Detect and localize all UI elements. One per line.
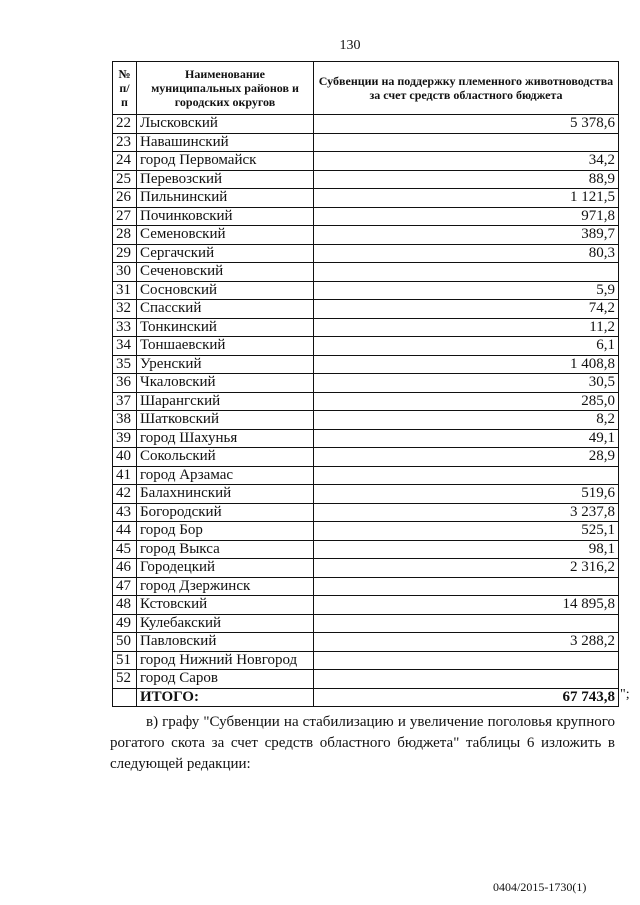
table-row bbox=[113, 670, 619, 689]
table-row bbox=[113, 614, 619, 633]
row-name: Тоншаевский bbox=[137, 337, 314, 356]
row-value: 1 408,8 bbox=[314, 355, 619, 374]
row-value: 5 378,6 bbox=[314, 115, 619, 134]
row-name: Кстовский bbox=[137, 596, 314, 615]
row-number: 33 bbox=[113, 318, 137, 337]
row-value bbox=[314, 651, 619, 670]
row-value: 6,1 bbox=[314, 337, 619, 356]
row-name: город Выкса bbox=[137, 540, 314, 559]
row-value: 11,2 bbox=[314, 318, 619, 337]
row-number: 50 bbox=[113, 633, 137, 652]
row-name: Сокольский bbox=[137, 448, 314, 467]
table-row bbox=[113, 300, 619, 319]
row-number: 45 bbox=[113, 540, 137, 559]
row-name: Сергачский bbox=[137, 244, 314, 263]
table-row bbox=[113, 337, 619, 356]
row-number: 35 bbox=[113, 355, 137, 374]
row-name: Сосновский bbox=[137, 281, 314, 300]
row-number: 42 bbox=[113, 485, 137, 504]
table-row bbox=[113, 226, 619, 245]
row-number: 46 bbox=[113, 559, 137, 578]
row-number: 43 bbox=[113, 503, 137, 522]
row-value: 5,9 bbox=[314, 281, 619, 300]
table-row bbox=[113, 133, 619, 152]
row-number: 24 bbox=[113, 152, 137, 171]
row-name: город Бор bbox=[137, 522, 314, 541]
total-row bbox=[113, 688, 619, 707]
row-number: 25 bbox=[113, 170, 137, 189]
table-row bbox=[113, 596, 619, 615]
row-number: 37 bbox=[113, 392, 137, 411]
row-value bbox=[314, 670, 619, 689]
closing-mark: "; bbox=[620, 687, 630, 702]
row-value bbox=[314, 133, 619, 152]
row-name: Балахнинский bbox=[137, 485, 314, 504]
subsidy-table bbox=[112, 61, 619, 707]
row-name: город Первомайск bbox=[137, 152, 314, 171]
row-value: 34,2 bbox=[314, 152, 619, 171]
paragraph-text: в) графу "Субвенции на стабилизацию и увеличение поголовья крупного рогатого скота за счет средств областного бюджета" таблицы 6 изложить в следующей редакции: bbox=[110, 714, 615, 772]
header-name: Наименование муниципальных районов и городских округов bbox=[137, 62, 314, 115]
row-value: 49,1 bbox=[314, 429, 619, 448]
document-code: 0404/2015-1730(1) bbox=[493, 880, 587, 894]
row-value: 28,9 bbox=[314, 448, 619, 467]
table-row bbox=[113, 485, 619, 504]
table-row bbox=[113, 189, 619, 208]
row-number: 31 bbox=[113, 281, 137, 300]
row-name: город Арзамас bbox=[137, 466, 314, 485]
row-value: 8,2 bbox=[314, 411, 619, 430]
row-value: 2 316,2 bbox=[314, 559, 619, 578]
row-number: 48 bbox=[113, 596, 137, 615]
row-name: ИТОГО: bbox=[137, 688, 314, 707]
row-name: Лысковский bbox=[137, 115, 314, 134]
table-row bbox=[113, 318, 619, 337]
table-row bbox=[113, 411, 619, 430]
row-name: Перевозский bbox=[137, 170, 314, 189]
row-name: Пильнинский bbox=[137, 189, 314, 208]
row-number: 52 bbox=[113, 670, 137, 689]
row-number: 23 bbox=[113, 133, 137, 152]
row-value bbox=[314, 263, 619, 282]
table-row bbox=[113, 115, 619, 134]
row-number: 38 bbox=[113, 411, 137, 430]
row-value: 88,9 bbox=[314, 170, 619, 189]
row-number: 30 bbox=[113, 263, 137, 282]
row-number: 39 bbox=[113, 429, 137, 448]
table-row bbox=[113, 263, 619, 282]
table-row bbox=[113, 281, 619, 300]
row-number: 22 bbox=[113, 115, 137, 134]
row-number: 44 bbox=[113, 522, 137, 541]
row-value: 74,2 bbox=[314, 300, 619, 319]
row-name: Шатковский bbox=[137, 411, 314, 430]
header-num: № п/п bbox=[113, 62, 137, 115]
row-value bbox=[314, 466, 619, 485]
row-number bbox=[113, 688, 137, 707]
row-number: 41 bbox=[113, 466, 137, 485]
row-value: 3 288,2 bbox=[314, 633, 619, 652]
row-name: Богородский bbox=[137, 503, 314, 522]
row-name: Семеновский bbox=[137, 226, 314, 245]
table-row bbox=[113, 392, 619, 411]
table-row bbox=[113, 651, 619, 670]
amendment-paragraph bbox=[110, 712, 615, 775]
row-number: 32 bbox=[113, 300, 137, 319]
row-name: Сеченовский bbox=[137, 263, 314, 282]
table-row bbox=[113, 374, 619, 393]
row-value: 3 237,8 bbox=[314, 503, 619, 522]
row-name: город Дзержинск bbox=[137, 577, 314, 596]
row-number: 27 bbox=[113, 207, 137, 226]
row-name: город Шахунья bbox=[137, 429, 314, 448]
table-row bbox=[113, 448, 619, 467]
row-number: 34 bbox=[113, 337, 137, 356]
row-value: 285,0 bbox=[314, 392, 619, 411]
table-row bbox=[113, 503, 619, 522]
row-value: 67 743,8 bbox=[314, 688, 619, 707]
row-value: 971,8 bbox=[314, 207, 619, 226]
row-number: 49 bbox=[113, 614, 137, 633]
row-number: 40 bbox=[113, 448, 137, 467]
page-number: 130 bbox=[339, 38, 361, 53]
table-row bbox=[113, 207, 619, 226]
row-value: 14 895,8 bbox=[314, 596, 619, 615]
table-row bbox=[113, 466, 619, 485]
row-number: 36 bbox=[113, 374, 137, 393]
header-value: Субвенции на поддержку племенного животноводства за счет средств областного бюджета bbox=[314, 62, 619, 115]
table-row bbox=[113, 559, 619, 578]
row-name: Чкаловский bbox=[137, 374, 314, 393]
row-name: Шарангский bbox=[137, 392, 314, 411]
table-row bbox=[113, 522, 619, 541]
table-body bbox=[113, 115, 619, 707]
row-number: 51 bbox=[113, 651, 137, 670]
table-row bbox=[113, 355, 619, 374]
row-value: 80,3 bbox=[314, 244, 619, 263]
row-name: город Саров bbox=[137, 670, 314, 689]
row-value bbox=[314, 577, 619, 596]
row-value: 30,5 bbox=[314, 374, 619, 393]
row-value: 98,1 bbox=[314, 540, 619, 559]
table-row bbox=[113, 540, 619, 559]
row-value: 519,6 bbox=[314, 485, 619, 504]
row-value: 1 121,5 bbox=[314, 189, 619, 208]
row-name: Кулебакский bbox=[137, 614, 314, 633]
row-name: Уренский bbox=[137, 355, 314, 374]
row-name: Тонкинский bbox=[137, 318, 314, 337]
table-row bbox=[113, 633, 619, 652]
row-name: Спасский bbox=[137, 300, 314, 319]
row-name: Городецкий bbox=[137, 559, 314, 578]
table-header-row bbox=[113, 62, 619, 115]
table-row bbox=[113, 577, 619, 596]
row-name: Павловский bbox=[137, 633, 314, 652]
row-number: 28 bbox=[113, 226, 137, 245]
row-number: 29 bbox=[113, 244, 137, 263]
table-row bbox=[113, 244, 619, 263]
row-value: 525,1 bbox=[314, 522, 619, 541]
row-value bbox=[314, 614, 619, 633]
table-row bbox=[113, 429, 619, 448]
row-name: город Нижний Новгород bbox=[137, 651, 314, 670]
table-row bbox=[113, 152, 619, 171]
table-row bbox=[113, 170, 619, 189]
row-number: 47 bbox=[113, 577, 137, 596]
row-number: 26 bbox=[113, 189, 137, 208]
row-value: 389,7 bbox=[314, 226, 619, 245]
row-name: Починковский bbox=[137, 207, 314, 226]
row-name: Навашинский bbox=[137, 133, 314, 152]
